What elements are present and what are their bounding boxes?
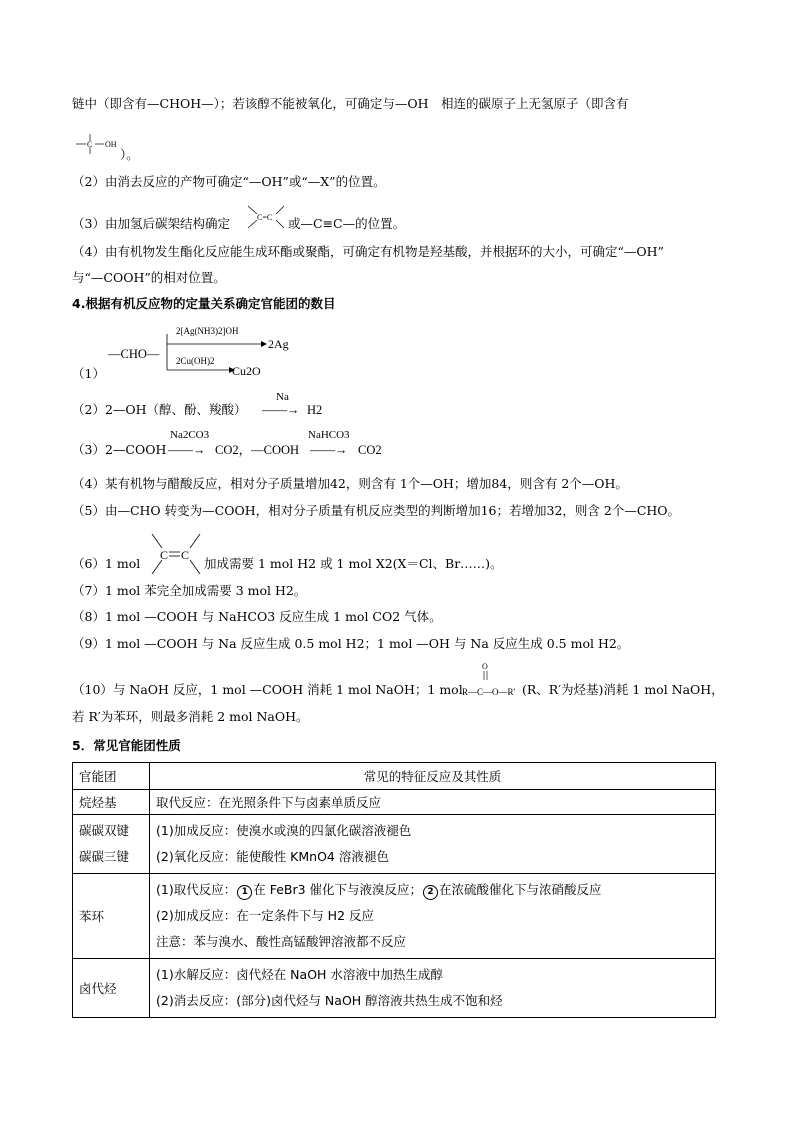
- group-name: [73, 815, 150, 874]
- alkene-structure: [246, 202, 286, 234]
- alkene-structure: [148, 530, 204, 582]
- table-row: [73, 959, 716, 1018]
- svg-text:C=C: C=C: [257, 213, 273, 222]
- svg-text:O: O: [482, 662, 488, 671]
- text-line: （3）2—COOH: [72, 442, 167, 457]
- text-line: （10）与 NaOH 反应，1 mol —COOH 消耗 1 mol NaOH；1 mol: [72, 682, 463, 697]
- group-name: 苯环: [73, 874, 150, 959]
- text-line: 与“—COOH”的相对位置。: [72, 270, 226, 285]
- group-name-line: 碳碳双键: [79, 823, 130, 838]
- table-row: [73, 874, 716, 959]
- svg-text:C: C: [160, 548, 169, 562]
- property-line: 注意：苯与溴水、酸性高锰酸钾溶液都不反应: [156, 934, 407, 949]
- functional-group-table: [72, 762, 716, 1018]
- reagent-na2co3: Na2CO3: [170, 429, 210, 441]
- section-heading: 4.根据有机反应物的定量关系确定官能团的数目: [72, 296, 336, 311]
- svg-text:C: C: [181, 548, 190, 562]
- text-line: （7）1 mol 苯完全加成需要 3 mol H2。: [72, 583, 307, 598]
- text-line: 或—C≡C—的位置。: [288, 216, 406, 231]
- bottom-product: Cu2O: [232, 364, 261, 378]
- text-line: ）。: [120, 147, 139, 162]
- text-line: （3）由加氢后碳架结构确定: [72, 216, 230, 231]
- text-line: （6）1 mol: [72, 556, 141, 571]
- bottom-reagent: 2Cu(OH)2: [176, 356, 215, 366]
- group-property: [150, 959, 716, 1018]
- text-line: （9）1 mol —COOH 与 Na 反应生成 0.5 mol H2；1 mol —OH 与 Na 反应生成 0.5 mol H2。: [72, 636, 630, 651]
- property-text: 在 FeBr3 催化下与液溴反应；: [253, 882, 423, 897]
- arrow: ——→: [310, 443, 348, 457]
- group-name: 卤代烃: [73, 959, 150, 1018]
- text-line: 链中（即含有—CHOH—）；若该醇不能被氧化，可确定与—OH 相连的碳原子上无氢原子（即含有: [72, 96, 629, 111]
- c-double-c-icon: [246, 202, 286, 230]
- text-line: （2）由消去反应的产物可确定“—OH”或“—X”的位置。: [72, 174, 386, 189]
- property-line: (2)消去反应：(部分)卤代烃与 NaOH 醇溶液共热生成不饱和烃: [156, 993, 503, 1008]
- property-text: 在浓硫酸催化下与浓硝酸反应: [439, 882, 602, 897]
- text-line: （4）由有机物发生酯化反应能生成环酯或聚酯，可确定有机物是羟基酸，并根据环的大小，可确定“—OH”: [72, 244, 664, 259]
- top-product: 2Ag: [268, 337, 289, 351]
- reactant-cho: —CHO—: [108, 347, 160, 361]
- property-line: (1)水解反应：卤代烃在 NaOH 水溶液中加热生成醇: [156, 967, 443, 982]
- text-line: （4）某有机物与醋酸反应，相对分子质量增加42，则含有 1个—OH；增加84，则含有 2个—OH。: [72, 476, 628, 491]
- table-header-row: [73, 763, 716, 790]
- property-line: [156, 877, 709, 903]
- c-double-c-icon: [148, 530, 204, 578]
- product-co2: CO2: [358, 443, 382, 457]
- arrow: ——→: [262, 403, 300, 417]
- table-row: [73, 790, 716, 815]
- property-line: (1)加成反应：使溴水或溴的四氯化碳溶液褪色: [156, 823, 412, 838]
- text-line: (R、R′为烃基)消耗 1 mol NaOH，: [522, 682, 724, 697]
- text-line: 若 R′为苯环，则最多消耗 2 mol NaOH。: [72, 709, 309, 724]
- group-property: [150, 815, 716, 874]
- svg-text:C: C: [87, 140, 93, 149]
- top-reagent: 2[Ag(NH3)2]OH: [176, 326, 239, 336]
- product-h2: H2: [307, 403, 323, 417]
- text-line: （8）1 mol —COOH 与 NaHCO3 反应生成 1 mol CO2 气体。: [72, 609, 442, 624]
- arrow: ——→: [168, 443, 206, 457]
- reagent-nahco3: NaHCO3: [308, 429, 350, 441]
- group-property: [150, 874, 716, 959]
- group-name: 烷烃基: [73, 790, 150, 815]
- property-line: (2)氧化反应：能使酸性 KMnO4 溶液褪色: [156, 849, 389, 864]
- circled-number: 1: [237, 885, 252, 900]
- reagent-na: Na: [276, 391, 289, 403]
- circled-number: 2: [423, 885, 438, 900]
- property-line: (2)加成反应：在一定条件下与 H2 反应: [156, 908, 375, 923]
- item-number: （1）: [72, 366, 105, 381]
- text-line: （2）2—OH（醇、酚、羧酸）: [72, 402, 247, 417]
- product-co2: CO2，—COOH: [215, 443, 300, 457]
- column-header: 官能团: [73, 763, 150, 790]
- svg-text:OH: OH: [105, 140, 117, 149]
- table-row: [73, 815, 716, 874]
- section-heading: 5．常见官能团性质: [72, 738, 181, 753]
- text-line: 加成需要 1 mol H2 或 1 mol X2(X＝Cl、Br……)。: [204, 556, 503, 571]
- column-header: 常见的特征反应及其性质: [150, 763, 716, 790]
- property-text: (1)取代反应：: [156, 882, 237, 897]
- ester-formula: R—C—O—R′: [462, 687, 516, 697]
- text-line: （5）由—CHO 转变为—COOH，相对分子质量有机反应类型的判断增加16；若增加32，则含 2个—CHO。: [72, 503, 681, 518]
- group-name-line: 碳碳三键: [79, 849, 130, 864]
- group-property: 取代反应：在光照条件下与卤素单质反应: [150, 790, 716, 815]
